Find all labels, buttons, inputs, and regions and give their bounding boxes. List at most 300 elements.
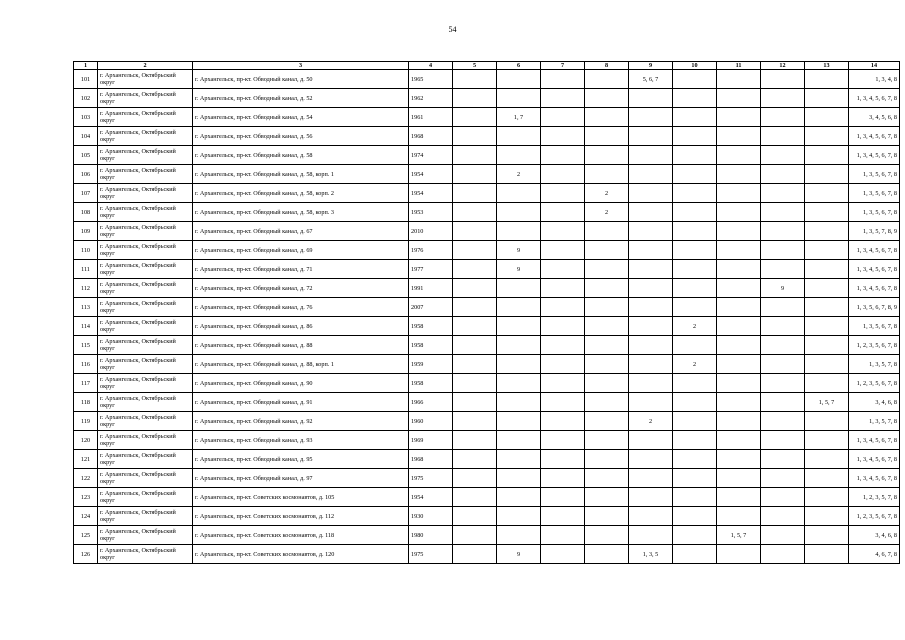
col6-cell (497, 89, 541, 108)
row-number: 121 (74, 450, 98, 469)
col5-cell (453, 260, 497, 279)
col9-cell (629, 279, 673, 298)
col6-cell (497, 127, 541, 146)
year-cell: 1965 (409, 70, 453, 89)
col10-cell (673, 298, 717, 317)
col14-cell: 1, 3, 5, 6, 7, 8 (849, 165, 900, 184)
col8-cell (585, 469, 629, 488)
year-cell: 1961 (409, 108, 453, 127)
col9-cell: 5, 6, 7 (629, 70, 673, 89)
col10-cell (673, 146, 717, 165)
col12-cell (761, 298, 805, 317)
col6-cell (497, 488, 541, 507)
row-number: 120 (74, 431, 98, 450)
col11-cell (717, 70, 761, 89)
col8-cell (585, 545, 629, 564)
col5-cell (453, 127, 497, 146)
row-number: 118 (74, 393, 98, 412)
district-cell: г. Архангельск, Октябрьский округ (98, 222, 193, 241)
row-number: 102 (74, 89, 98, 108)
col9-cell (629, 374, 673, 393)
col14-cell: 1, 3, 5, 7, 8, 9 (849, 222, 900, 241)
year-cell: 1953 (409, 203, 453, 222)
column-header-8: 8 (585, 62, 629, 70)
year-cell: 1960 (409, 412, 453, 431)
col14-cell: 1, 3, 4, 5, 6, 7, 8 (849, 260, 900, 279)
col13-cell (805, 374, 849, 393)
col6-cell (497, 298, 541, 317)
row-number: 115 (74, 336, 98, 355)
col11-cell (717, 450, 761, 469)
district-cell: г. Архангельск, Октябрьский округ (98, 108, 193, 127)
address-cell: г. Архангельск, пр-кт. Обводный канал, д. 56 (193, 127, 409, 146)
district-cell: г. Архангельск, Октябрьский округ (98, 393, 193, 412)
col7-cell (541, 260, 585, 279)
col7-cell (541, 165, 585, 184)
col10-cell (673, 526, 717, 545)
col11-cell (717, 279, 761, 298)
col14-cell: 1, 3, 4, 5, 6, 7, 8 (849, 469, 900, 488)
district-cell: г. Архангельск, Октябрьский округ (98, 203, 193, 222)
col11-cell (717, 431, 761, 450)
col10-cell (673, 127, 717, 146)
col9-cell (629, 127, 673, 146)
year-cell: 1977 (409, 260, 453, 279)
col5-cell (453, 507, 497, 526)
col7-cell (541, 89, 585, 108)
row-number: 101 (74, 70, 98, 89)
col14-cell: 1, 2, 3, 5, 6, 7, 8 (849, 507, 900, 526)
row-number: 114 (74, 317, 98, 336)
col7-cell (541, 184, 585, 203)
district-cell: г. Архангельск, Октябрьский округ (98, 336, 193, 355)
col9-cell (629, 146, 673, 165)
col6-cell (497, 336, 541, 355)
col13-cell (805, 412, 849, 431)
table-row (74, 279, 900, 298)
col14-cell: 1, 3, 4, 5, 6, 7, 8 (849, 279, 900, 298)
col14-cell: 3, 4, 6, 8 (849, 393, 900, 412)
col6-cell (497, 317, 541, 336)
col12-cell (761, 241, 805, 260)
district-cell: г. Архангельск, Октябрьский округ (98, 279, 193, 298)
table-row (74, 222, 900, 241)
table-row (74, 108, 900, 127)
table-row (74, 545, 900, 564)
col9-cell (629, 526, 673, 545)
table-row (74, 412, 900, 431)
col14-cell: 3, 4, 5, 6, 8 (849, 108, 900, 127)
row-number: 122 (74, 469, 98, 488)
col6-cell (497, 279, 541, 298)
col14-cell: 1, 3, 5, 6, 7, 8, 9 (849, 298, 900, 317)
col8-cell (585, 146, 629, 165)
col13-cell (805, 260, 849, 279)
col12-cell (761, 507, 805, 526)
table-row (74, 526, 900, 545)
col10-cell (673, 412, 717, 431)
col7-cell (541, 545, 585, 564)
col11-cell (717, 222, 761, 241)
col13-cell (805, 507, 849, 526)
district-cell: г. Архангельск, Октябрьский округ (98, 374, 193, 393)
district-cell: г. Архангельск, Октябрьский округ (98, 412, 193, 431)
col10-cell (673, 545, 717, 564)
col7-cell (541, 241, 585, 260)
col9-cell (629, 469, 673, 488)
year-cell: 1958 (409, 317, 453, 336)
col11-cell (717, 108, 761, 127)
column-header-6: 6 (497, 62, 541, 70)
table-row (74, 89, 900, 108)
col7-cell (541, 146, 585, 165)
col12-cell (761, 127, 805, 146)
column-header-9: 9 (629, 62, 673, 70)
table-row (74, 374, 900, 393)
address-cell: г. Архангельск, пр-кт. Обводный канал, д. 88, корп. 1 (193, 355, 409, 374)
year-cell: 1958 (409, 374, 453, 393)
table-row (74, 127, 900, 146)
col14-cell: 1, 3, 5, 6, 7, 8 (849, 203, 900, 222)
address-cell: г. Архангельск, пр-кт. Обводный канал, д. 92 (193, 412, 409, 431)
col9-cell (629, 298, 673, 317)
row-number: 125 (74, 526, 98, 545)
col14-cell: 1, 3, 4, 5, 6, 7, 8 (849, 450, 900, 469)
column-header-5: 5 (453, 62, 497, 70)
address-cell: г. Архангельск, пр-кт. Обводный канал, д. 58, корп. 2 (193, 184, 409, 203)
col10-cell: 2 (673, 355, 717, 374)
col5-cell (453, 431, 497, 450)
address-cell: г. Архангельск, пр-кт. Обводный канал, д. 86 (193, 317, 409, 336)
col6-cell: 2 (497, 165, 541, 184)
col5-cell (453, 108, 497, 127)
address-cell: г. Архангельск, пр-кт. Обводный канал, д. 67 (193, 222, 409, 241)
col12-cell: 9 (761, 279, 805, 298)
col6-cell (497, 374, 541, 393)
col7-cell (541, 279, 585, 298)
col9-cell (629, 89, 673, 108)
col14-cell: 4, 6, 7, 8 (849, 545, 900, 564)
col9-cell: 2 (629, 412, 673, 431)
year-cell: 2007 (409, 298, 453, 317)
year-cell: 1991 (409, 279, 453, 298)
col5-cell (453, 317, 497, 336)
col5-cell (453, 374, 497, 393)
col5-cell (453, 336, 497, 355)
col14-cell: 1, 3, 4, 5, 6, 7, 8 (849, 431, 900, 450)
year-cell: 1958 (409, 336, 453, 355)
col7-cell (541, 431, 585, 450)
col11-cell (717, 545, 761, 564)
col12-cell (761, 222, 805, 241)
col9-cell (629, 355, 673, 374)
col12-cell (761, 488, 805, 507)
col13-cell (805, 146, 849, 165)
col14-cell: 1, 2, 3, 5, 6, 7, 8 (849, 336, 900, 355)
district-cell: г. Архангельск, Октябрьский округ (98, 260, 193, 279)
year-cell: 1968 (409, 127, 453, 146)
col6-cell (497, 203, 541, 222)
col10-cell (673, 165, 717, 184)
address-cell: г. Архангельск, пр-кт. Обводный канал, д. 90 (193, 374, 409, 393)
district-cell: г. Архангельск, Октябрьский округ (98, 89, 193, 108)
col6-cell (497, 355, 541, 374)
district-cell: г. Архангельск, Октябрьский округ (98, 469, 193, 488)
col8-cell (585, 298, 629, 317)
col13-cell (805, 298, 849, 317)
col9-cell (629, 222, 673, 241)
table-row (74, 317, 900, 336)
col13-cell (805, 336, 849, 355)
year-cell: 1975 (409, 545, 453, 564)
col13-cell: 1, 5, 7 (805, 393, 849, 412)
col6-cell (497, 507, 541, 526)
row-number: 119 (74, 412, 98, 431)
col11-cell (717, 488, 761, 507)
col5-cell (453, 393, 497, 412)
column-header-13: 13 (805, 62, 849, 70)
address-cell: г. Архангельск, пр-кт. Советских космонавтов, д. 118 (193, 526, 409, 545)
col5-cell (453, 469, 497, 488)
row-number: 110 (74, 241, 98, 260)
col11-cell (717, 336, 761, 355)
col10-cell (673, 203, 717, 222)
col14-cell: 1, 2, 3, 5, 7, 8 (849, 488, 900, 507)
col6-cell (497, 431, 541, 450)
year-cell: 1954 (409, 488, 453, 507)
col8-cell (585, 450, 629, 469)
address-cell: г. Архангельск, пр-кт. Обводный канал, д. 54 (193, 108, 409, 127)
col6-cell (497, 526, 541, 545)
address-cell: г. Архангельск, пр-кт. Обводный канал, д. 95 (193, 450, 409, 469)
col6-cell: 9 (497, 260, 541, 279)
year-cell: 1980 (409, 526, 453, 545)
col5-cell (453, 488, 497, 507)
col8-cell (585, 393, 629, 412)
col8-cell (585, 70, 629, 89)
year-cell: 1969 (409, 431, 453, 450)
col13-cell (805, 165, 849, 184)
col12-cell (761, 260, 805, 279)
col10-cell (673, 108, 717, 127)
col7-cell (541, 298, 585, 317)
year-cell: 1954 (409, 184, 453, 203)
col8-cell: 2 (585, 203, 629, 222)
col12-cell (761, 336, 805, 355)
address-cell: г. Архангельск, пр-кт. Обводный канал, д. 88 (193, 336, 409, 355)
col9-cell (629, 260, 673, 279)
row-number: 107 (74, 184, 98, 203)
table-header-row (74, 62, 900, 70)
table-row (74, 70, 900, 89)
col8-cell (585, 507, 629, 526)
col5-cell (453, 279, 497, 298)
col12-cell (761, 393, 805, 412)
year-cell: 1954 (409, 165, 453, 184)
row-number: 111 (74, 260, 98, 279)
col12-cell (761, 203, 805, 222)
table-row (74, 260, 900, 279)
col5-cell (453, 184, 497, 203)
col13-cell (805, 184, 849, 203)
address-cell: г. Архангельск, пр-кт. Обводный канал, д. 50 (193, 70, 409, 89)
col11-cell (717, 355, 761, 374)
col14-cell: 1, 3, 4, 5, 6, 7, 8 (849, 146, 900, 165)
district-cell: г. Архангельск, Октябрьский округ (98, 165, 193, 184)
col13-cell (805, 355, 849, 374)
district-cell: г. Архангельск, Октябрьский округ (98, 317, 193, 336)
year-cell: 1976 (409, 241, 453, 260)
col9-cell (629, 108, 673, 127)
col9-cell: 1, 3, 5 (629, 545, 673, 564)
col13-cell (805, 469, 849, 488)
col13-cell (805, 526, 849, 545)
col6-cell (497, 450, 541, 469)
col14-cell: 1, 3, 5, 7, 8 (849, 355, 900, 374)
address-cell: г. Архангельск, пр-кт. Обводный канал, д. 58, корп. 3 (193, 203, 409, 222)
year-cell: 1962 (409, 89, 453, 108)
table-row (74, 241, 900, 260)
col7-cell (541, 488, 585, 507)
col9-cell (629, 488, 673, 507)
address-cell: г. Архангельск, пр-кт. Обводный канал, д. 58, корп. 1 (193, 165, 409, 184)
col8-cell (585, 488, 629, 507)
col8-cell (585, 89, 629, 108)
col12-cell (761, 184, 805, 203)
col12-cell (761, 450, 805, 469)
col12-cell (761, 431, 805, 450)
column-header-4: 4 (409, 62, 453, 70)
col12-cell (761, 355, 805, 374)
col12-cell (761, 526, 805, 545)
col11-cell (717, 184, 761, 203)
address-cell: г. Архангельск, пр-кт. Обводный канал, д. 91 (193, 393, 409, 412)
col6-cell: 9 (497, 241, 541, 260)
table-row (74, 146, 900, 165)
col8-cell (585, 355, 629, 374)
col7-cell (541, 317, 585, 336)
address-cell: г. Архангельск, пр-кт. Обводный канал, д. 97 (193, 469, 409, 488)
col11-cell (717, 146, 761, 165)
table-body (74, 70, 900, 564)
col6-cell (497, 469, 541, 488)
col7-cell (541, 355, 585, 374)
col5-cell (453, 165, 497, 184)
row-number: 109 (74, 222, 98, 241)
col8-cell (585, 336, 629, 355)
col5-cell (453, 412, 497, 431)
col8-cell (585, 108, 629, 127)
col8-cell (585, 431, 629, 450)
col8-cell (585, 165, 629, 184)
col14-cell: 1, 3, 4, 5, 6, 7, 8 (849, 241, 900, 260)
address-cell: г. Архангельск, пр-кт. Советских космонавтов, д. 105 (193, 488, 409, 507)
col5-cell (453, 450, 497, 469)
col12-cell (761, 165, 805, 184)
col9-cell (629, 203, 673, 222)
col10-cell (673, 260, 717, 279)
year-cell: 1968 (409, 450, 453, 469)
col11-cell (717, 374, 761, 393)
row-number: 104 (74, 127, 98, 146)
page-number: 54 (448, 25, 457, 34)
address-cell: г. Архангельск, пр-кт. Обводный канал, д. 58 (193, 146, 409, 165)
col6-cell (497, 393, 541, 412)
col9-cell (629, 317, 673, 336)
address-cell: г. Архангельск, пр-кт. Обводный канал, д. 69 (193, 241, 409, 260)
col10-cell (673, 450, 717, 469)
col7-cell (541, 507, 585, 526)
row-number: 116 (74, 355, 98, 374)
col8-cell (585, 317, 629, 336)
district-cell: г. Архангельск, Октябрьский округ (98, 298, 193, 317)
col8-cell (585, 260, 629, 279)
table-row (74, 507, 900, 526)
col10-cell (673, 89, 717, 108)
col9-cell (629, 241, 673, 260)
col5-cell (453, 222, 497, 241)
table-row (74, 450, 900, 469)
row-number: 103 (74, 108, 98, 127)
col13-cell (805, 450, 849, 469)
col13-cell (805, 203, 849, 222)
table-row (74, 203, 900, 222)
address-cell: г. Архангельск, пр-кт. Обводный канал, д. 93 (193, 431, 409, 450)
col5-cell (453, 298, 497, 317)
col13-cell (805, 279, 849, 298)
col7-cell (541, 108, 585, 127)
col5-cell (453, 70, 497, 89)
col12-cell (761, 469, 805, 488)
col6-cell (497, 70, 541, 89)
row-number: 117 (74, 374, 98, 393)
col6-cell (497, 412, 541, 431)
col8-cell (585, 127, 629, 146)
col5-cell (453, 203, 497, 222)
col8-cell (585, 222, 629, 241)
col8-cell (585, 279, 629, 298)
col12-cell (761, 317, 805, 336)
row-number: 106 (74, 165, 98, 184)
district-cell: г. Архангельск, Октябрьский округ (98, 545, 193, 564)
address-cell: г. Архангельск, пр-кт. Обводный канал, д. 72 (193, 279, 409, 298)
district-cell: г. Архангельск, Октябрьский округ (98, 431, 193, 450)
col14-cell: 1, 2, 3, 5, 6, 7, 8 (849, 374, 900, 393)
address-cell: г. Архангельск, пр-кт. Обводный канал, д. 71 (193, 260, 409, 279)
col8-cell (585, 374, 629, 393)
col9-cell (629, 507, 673, 526)
col14-cell: 1, 3, 4, 8 (849, 70, 900, 89)
col11-cell (717, 469, 761, 488)
district-cell: г. Архангельск, Октябрьский округ (98, 146, 193, 165)
col10-cell (673, 393, 717, 412)
col13-cell (805, 222, 849, 241)
row-number: 113 (74, 298, 98, 317)
col12-cell (761, 70, 805, 89)
col10-cell (673, 374, 717, 393)
col7-cell (541, 526, 585, 545)
col7-cell (541, 127, 585, 146)
district-cell: г. Архангельск, Октябрьский округ (98, 488, 193, 507)
col13-cell (805, 70, 849, 89)
col10-cell (673, 431, 717, 450)
column-header-3: 3 (193, 62, 409, 70)
col12-cell (761, 89, 805, 108)
col7-cell (541, 374, 585, 393)
col7-cell (541, 222, 585, 241)
address-cell: г. Архангельск, пр-кт. Советских космонавтов, д. 112 (193, 507, 409, 526)
col11-cell (717, 203, 761, 222)
